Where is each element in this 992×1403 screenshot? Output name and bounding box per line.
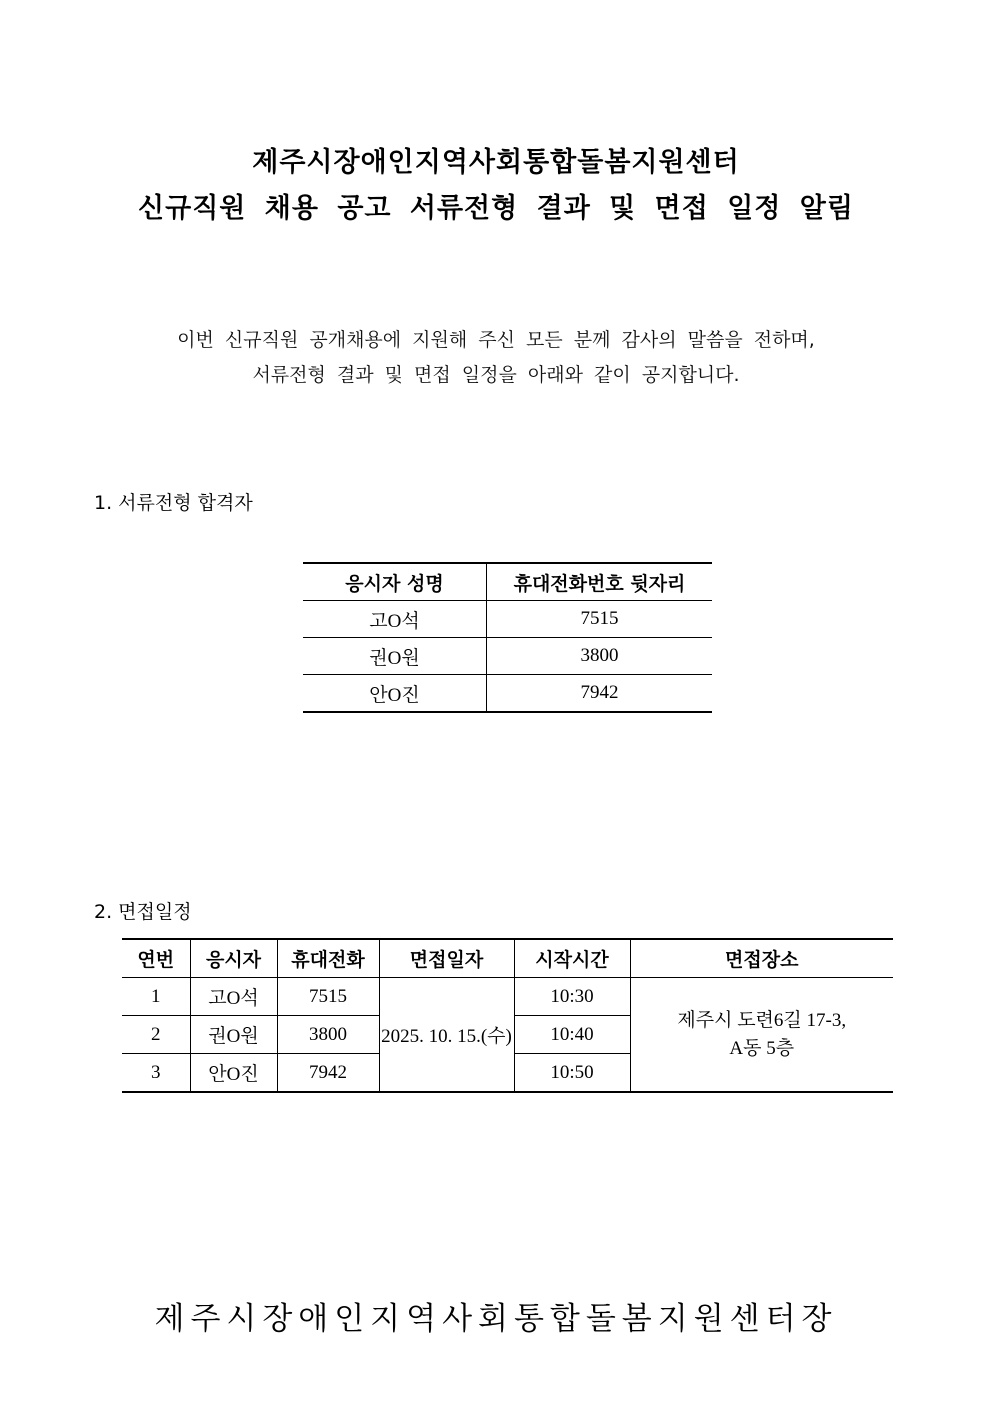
column-header-date: 면접일자 (379, 939, 514, 978)
number-cell: 1 (122, 978, 190, 1016)
applicant-name-cell: 권O원 (303, 638, 487, 675)
applicant-cell: 안O진 (190, 1054, 277, 1093)
phone-digits-cell: 3800 (487, 638, 713, 675)
interview-schedule-table (122, 938, 893, 1093)
phone-cell: 3800 (277, 1016, 379, 1054)
column-header-phone: 휴대전화번호 뒷자리 (487, 563, 713, 601)
document-title-line2: 신규직원 채용 공고 서류전형 결과 및 면접 일정 알림 (138, 193, 854, 224)
phone-digits-cell: 7942 (487, 675, 713, 713)
applicant-cell: 고O석 (190, 978, 277, 1016)
place-line2: A동 5층 (729, 1037, 795, 1059)
table-header-row (303, 563, 712, 601)
applicant-cell: 권O원 (190, 1016, 277, 1054)
number-cell: 2 (122, 1016, 190, 1054)
phone-digits-cell: 7515 (487, 601, 713, 638)
intro-line1: 이번 신규직원 공개채용에 지원해 주신 모든 분께 감사의 말씀을 전하며, (177, 329, 815, 351)
place-line1: 제주시 도련6길 17-3, (677, 1009, 847, 1031)
intro-line2: 서류전형 결과 및 면접 일정을 아래와 같이 공지합니다. (252, 364, 740, 386)
applicant-name-cell: 안O진 (303, 675, 487, 713)
table-row (303, 601, 712, 638)
passed-applicants-table (303, 562, 712, 713)
number-cell: 3 (122, 1054, 190, 1093)
signature: 제주시장애인지역사회통합돌봄지원센터장 (154, 1301, 838, 1337)
column-header-start-time: 시작시간 (514, 939, 630, 978)
column-header-applicant: 응시자 (190, 939, 277, 978)
interview-place-cell (630, 978, 893, 1093)
column-header-place: 면접장소 (630, 939, 893, 978)
table-header-row (122, 939, 893, 978)
column-header-number: 연번 (122, 939, 190, 978)
table-row (122, 978, 893, 1016)
column-header-phone: 휴대전화 (277, 939, 379, 978)
table-row (303, 675, 712, 713)
section2-title: 2. 면접일정 (94, 901, 192, 923)
interview-date-cell: 2025. 10. 15.(수) (379, 978, 514, 1093)
column-header-name: 응시자 성명 (303, 563, 487, 601)
start-time-cell: 10:50 (514, 1054, 630, 1093)
phone-cell: 7515 (277, 978, 379, 1016)
table-row (303, 638, 712, 675)
section1-title: 1. 서류전형 합격자 (94, 492, 253, 514)
start-time-cell: 10:40 (514, 1016, 630, 1054)
applicant-name-cell: 고O석 (303, 601, 487, 638)
phone-cell: 7942 (277, 1054, 379, 1093)
document-title-line1: 제주시장애인지역사회통합돌봄지원센터 (252, 147, 740, 178)
start-time-cell: 10:30 (514, 978, 630, 1016)
